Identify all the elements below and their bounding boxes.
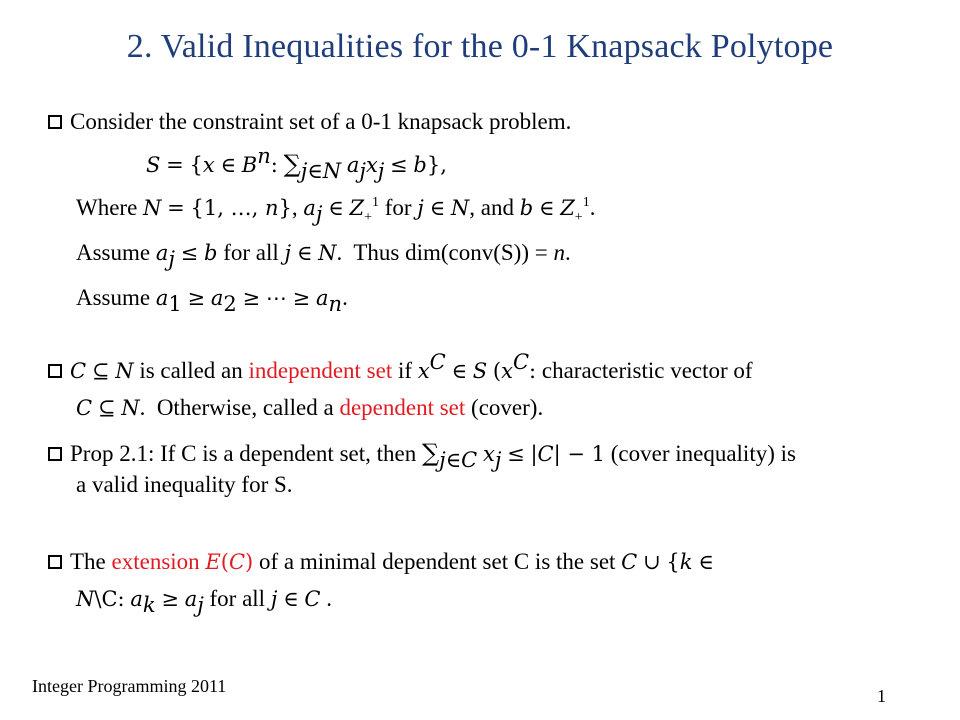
square-bullet-icon [48, 364, 62, 378]
bullet2-line1: C ⊆ N is called an independent set if $x^C$ ∈ S ($x^C$: characteristic vector of [48, 356, 753, 386]
assume-line-1: Assume $a_j \le b$ for all j ∈ N. Thus dim(conv(S)) = n. [76, 240, 571, 271]
independent-set-term: independent set [248, 358, 393, 383]
assume-line-2: Assume $a_1 \ge a_2$ ≥ ⋯ ≥ $a_n$. [76, 285, 348, 316]
square-bullet-icon [48, 447, 62, 461]
bullet4-text-c: for all [209, 586, 266, 611]
bullet2-text-d: Otherwise, called a [156, 395, 334, 420]
bullet4-line1: The extension E(C) of a minimal dependent set C is the set C ∪ {k ∈ [48, 547, 714, 577]
bullet3-line2 [76, 470, 293, 500]
bullet3-line1: Prop 2.1: If C is a dependent set, then $\sum_{j\in C}$ $x_j \le |C| - 1$ (cover inequality) is [48, 438, 796, 469]
bullet4-text-b: of a minimal dependent set C is the set [259, 549, 616, 574]
set-definition: S = {x ∈ $B^n$: $\sum_{j\in N}$ $a_jx_j \le b$}, [146, 144, 447, 183]
bullet3-text-b: (cover inequality) is [610, 441, 796, 466]
square-bullet-icon [48, 555, 62, 569]
bullet2-text-c: characteristic vector of [541, 358, 753, 383]
bullet2-line2: C ⊆ N. Otherwise, called a dependent set (cover). [76, 395, 544, 420]
bullet2-text-b: if [398, 358, 413, 383]
bullet3-text-c: a valid inequality for S. [76, 472, 293, 497]
extension-term: extension [111, 549, 200, 574]
bullet2-text-a: is called an [139, 358, 243, 383]
bullet1-text: Consider the constraint set of a 0-1 knapsack problem. [70, 109, 572, 134]
footer-text: Integer Programming 2011 [32, 676, 227, 696]
bullet4-line2: N\C: $a_k \ge a_j$ for all j ∈ C . [76, 586, 332, 617]
dependent-set-term: dependent set [339, 395, 466, 420]
bullet1-line [48, 107, 571, 137]
page-number: 1 [877, 686, 886, 706]
bullet2-text-e: (cover). [471, 395, 544, 420]
slide-title: 2. Valid Inequalities for the 0-1 Knapsack Polytope [126, 28, 834, 65]
where-line: Where N = {1, …, n}, $a_j$ ∈ $Z_+^1$ for j ∈ N, and b ∈ $Z_+^1$. [76, 195, 596, 226]
bullet4-text-a: The [70, 549, 106, 574]
square-bullet-icon [48, 115, 62, 129]
bullet3-text-a: Prop 2.1: If C is a dependent set, then [70, 441, 417, 466]
